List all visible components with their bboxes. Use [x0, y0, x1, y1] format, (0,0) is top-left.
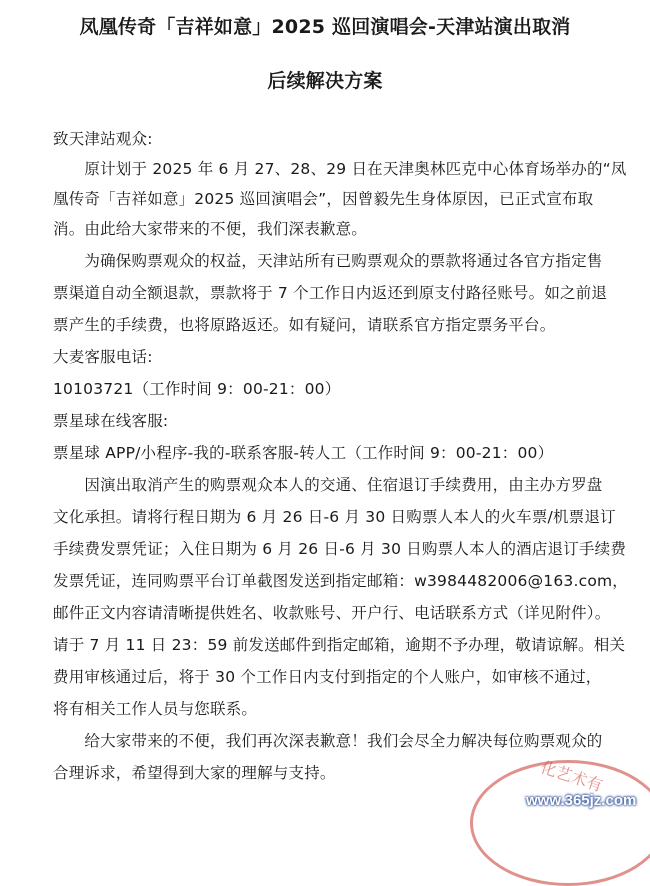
- paragraph-line: 费用审核通过后，将于 30 个工作日内支付到指定的个人账户，如审核不通过，: [53, 668, 602, 686]
- paragraph-line: 给大家带来的不便，我们再次深表歉意！我们会尽全力解决每位购票观众的: [53, 732, 603, 750]
- piaoxingqiu-service-path: 票星球 APP/小程序-我的-联系客服-转人工（工作时间 9：00-21：00）: [53, 444, 554, 462]
- document-title: 凤凰传奇「吉祥如意」2025 巡回演唱会-天津站演出取消: [79, 16, 571, 38]
- paragraph-line: 为确保购票观众的权益，天津站所有已购票观众的票款将通过各官方指定售: [53, 252, 603, 270]
- paragraph-line: 手续费发票凭证；入住日期为 6 月 26 日-6 月 30 日购票人本人的酒店退订手续费: [53, 540, 627, 558]
- paragraph-line: 票渠道自动全额退款，票款将于 7 个工作日内返还到原支付路径账号。如之前退: [53, 284, 608, 302]
- paragraph-line: 将有相关工作人员与您联系。: [53, 700, 258, 718]
- paragraph-line: 消。由此给大家带来的不便，我们深表歉意。: [53, 220, 368, 238]
- damai-hotline-number: 10103721（工作时间 9：00-21：00）: [53, 380, 341, 398]
- paragraph-line: 文化承担。请将行程日期为 6 月 26 日-6 月 30 日购票人本人的火车票/机票退订: [53, 508, 616, 526]
- salutation: 致天津站观众:: [53, 130, 153, 148]
- paragraph-line: 凰传奇「吉祥如意」2025 巡回演唱会”，因曾毅先生身体原因，已正式宣布取: [53, 190, 594, 208]
- paragraph-line: 请于 7 月 11 日 23：59 前发送邮件到指定邮箱，逾期不予办理，敬请谅解。相关: [53, 636, 626, 654]
- paragraph-line: 票产生的手续费，也将原路返还。如有疑问，请联系官方指定票务平台。: [53, 316, 556, 334]
- damai-hotline-label: 大麦客服电话:: [53, 348, 153, 366]
- paragraph-line: 合理诉求，希望得到大家的理解与支持。: [53, 764, 336, 782]
- paragraph-line-email: 发票凭证，连同购票平台订单截图发送到指定邮箱：w3984482006@163.com，: [53, 572, 629, 590]
- piaoxingqiu-service-label: 票星球在线客服:: [53, 412, 169, 430]
- paragraph-line: 原计划于 2025 年 6 月 27、28、29 日在天津奥林匹克中心体育场举办的“凤: [53, 160, 627, 178]
- paragraph-line: 邮件正文内容请清晰提供姓名、收款账号、开户行、电话联系方式（详见附件）。: [53, 604, 611, 622]
- site-watermark: www.365jz.com: [526, 792, 637, 809]
- red-seal-stamp-text: 化艺术有: [538, 757, 606, 796]
- paragraph-line: 因演出取消产生的购票观众本人的交通、住宿退订手续费用，由主办方罗盘: [53, 476, 603, 494]
- document-subtitle: 后续解决方案: [267, 70, 383, 92]
